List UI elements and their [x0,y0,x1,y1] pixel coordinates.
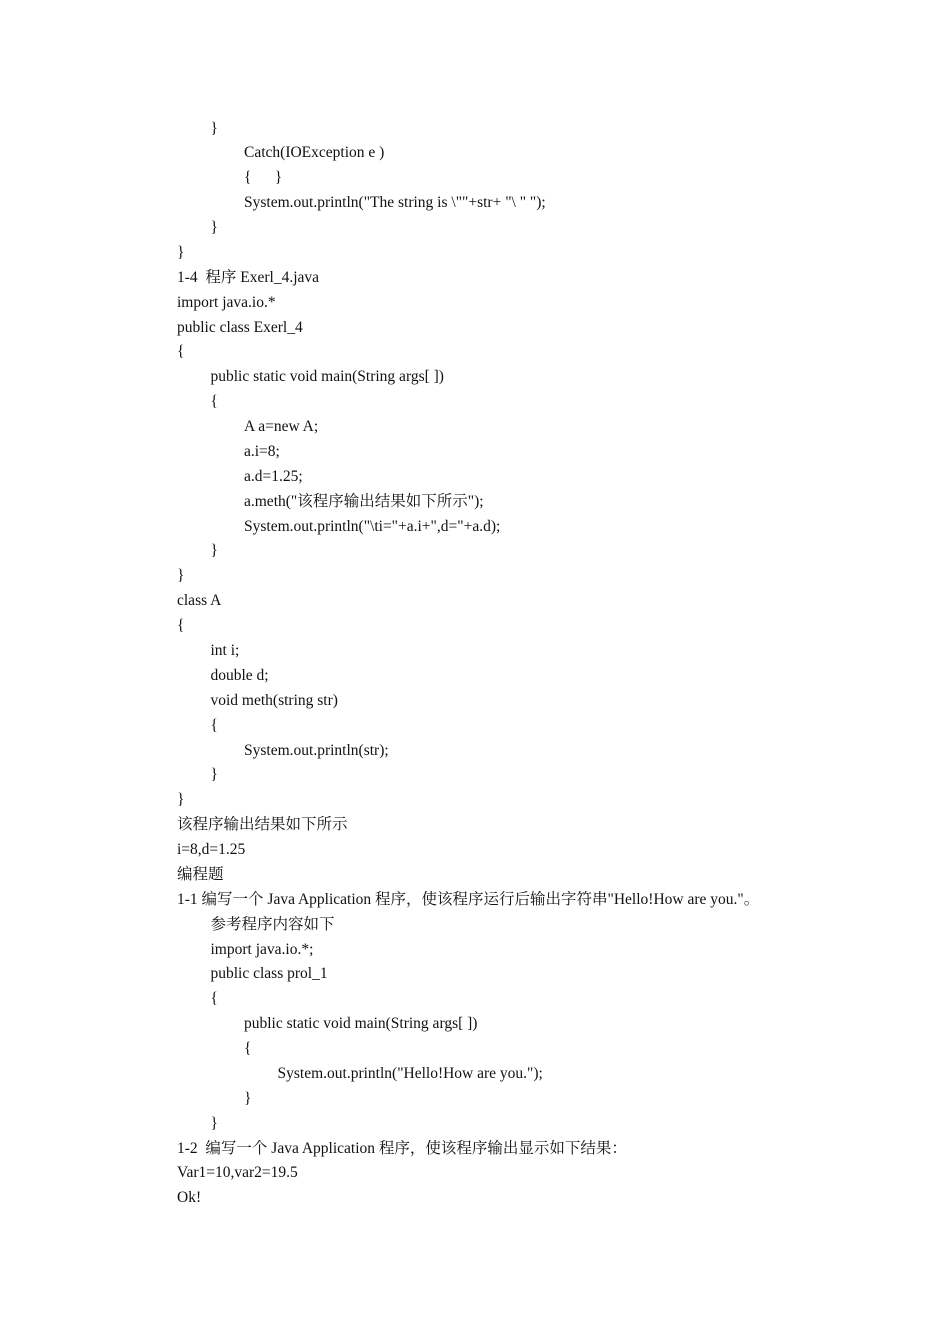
document-line: } [210,1114,218,1132]
document-line: import java.io.* [177,293,276,311]
document-line: i=8,d=1.25 [177,841,246,859]
document-line: 1-2 编写一个 Java Application 程序，使该程序输出显示如下结果： [177,1139,627,1157]
document-line: { } [244,169,283,187]
document-line: Var1=10,var2=19.5 [177,1164,298,1182]
document-line: public class prol_1 [210,965,328,983]
document-line: } [210,119,218,137]
document-line: } [210,766,218,784]
document-line: public static void main(String args[ ]) [210,368,444,386]
document-line: 1-1 编写一个 Java Application 程序，使该程序运行后输出字符串"Hello!How are you."。 [177,890,760,908]
document-line: void meth(string str) [210,691,338,709]
document-line: public static void main(String args[ ]) [244,1015,478,1033]
document-line: 编程题 [177,865,224,883]
document-line: System.out.println("Hello!How are you."); [277,1064,543,1082]
document-line: } [177,243,185,261]
document-line: { [210,393,218,411]
document-line: int i; [210,641,240,659]
document-line: a.meth("该程序输出结果如下所示"); [244,492,484,510]
document-line: class A [177,592,222,610]
document-line: { [210,716,218,734]
document-line: A a=new A; [244,418,319,436]
document-line: } [210,542,218,560]
document-line: } [244,1089,252,1107]
document-line: Catch(IOException e ) [244,144,385,162]
document-line: public class Exerl_4 [177,318,303,336]
document-line: System.out.println(str); [244,741,389,759]
document-line: { [244,1040,252,1058]
document-line: a.i=8; [244,442,280,460]
document-line: a.d=1.25; [244,467,303,485]
document-line: } [210,219,218,237]
document-line: } [177,567,185,585]
document-line: { [210,990,218,1008]
document-line: 参考程序内容如下 [210,915,335,933]
document-line: double d; [210,666,269,684]
document-line: 1-4 程序 Exerl_4.java [177,268,320,286]
document-line: { [177,617,185,635]
document-line: Ok! [177,1189,202,1207]
document-line: { [177,343,185,361]
document-line: System.out.println("The string is \""+str+ "\ " "); [244,194,546,212]
document-line: } [177,791,185,809]
document-line: import java.io.*; [210,940,314,958]
document-line: System.out.println("\ti="+a.i+",d="+a.d); [244,517,501,535]
document-line: 该程序输出结果如下所示 [177,816,348,834]
